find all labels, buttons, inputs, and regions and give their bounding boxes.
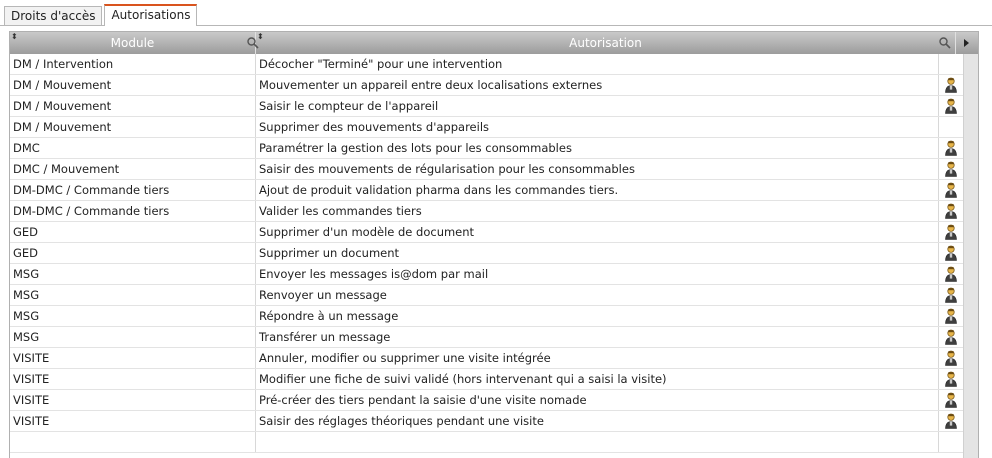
autorisation-cell: Paramétrer la gestion des lots pour les consommables xyxy=(256,138,939,158)
grid-header xyxy=(10,32,978,54)
table-row[interactable] xyxy=(10,222,978,243)
resize-handle-icon[interactable]: ⬍ xyxy=(257,32,264,41)
user-icon-cell xyxy=(939,75,963,95)
module-cell: DM / Mouvement xyxy=(10,75,256,95)
table-row[interactable] xyxy=(10,117,978,138)
autorisation-cell: Valider les commandes tiers xyxy=(256,201,939,221)
module-cell: MSG xyxy=(10,264,256,284)
table-row[interactable] xyxy=(10,180,978,201)
user-icon xyxy=(944,308,958,324)
module-cell: GED xyxy=(10,243,256,263)
table-row[interactable] xyxy=(10,327,978,348)
column-filter-search-icon[interactable] xyxy=(938,36,952,50)
user-icon-cell xyxy=(939,348,963,368)
user-icon-cell xyxy=(939,264,963,284)
user-icon-cell xyxy=(939,306,963,326)
autorisation-cell: Répondre à un message xyxy=(256,306,939,326)
user-icon-cell xyxy=(939,432,963,452)
table-row[interactable] xyxy=(10,285,978,306)
user-icon xyxy=(944,266,958,282)
autorisation-cell: Renvoyer un message xyxy=(256,285,939,305)
tab-droits-acces[interactable]: Droits d'accès xyxy=(4,6,102,26)
user-icon xyxy=(944,98,958,114)
module-cell: DM / Mouvement xyxy=(10,96,256,116)
user-icon-cell xyxy=(939,117,963,137)
user-icon-cell xyxy=(939,96,963,116)
table-row[interactable] xyxy=(10,138,978,159)
grid-body xyxy=(10,54,978,453)
user-icon-cell xyxy=(939,285,963,305)
autorisation-cell xyxy=(256,432,939,452)
vertical-scrollbar[interactable] xyxy=(963,54,978,458)
module-cell: MSG xyxy=(10,327,256,347)
autorisation-cell: Supprimer un document xyxy=(256,243,939,263)
user-icon xyxy=(944,350,958,366)
module-cell: VISITE xyxy=(10,348,256,368)
autorisation-cell: Supprimer des mouvements d'appareils xyxy=(256,117,939,137)
column-header-autorisation-label: Autorisation xyxy=(569,36,642,50)
user-icon xyxy=(944,329,958,345)
resize-handle-icon[interactable]: ⬍ xyxy=(11,32,18,41)
user-icon xyxy=(944,287,958,303)
column-header-autorisation[interactable] xyxy=(256,32,956,54)
user-icon-cell xyxy=(939,54,963,74)
tab-autorisations[interactable]: Autorisations xyxy=(104,4,197,26)
module-cell xyxy=(10,432,256,452)
user-icon xyxy=(944,371,958,387)
user-icon-cell xyxy=(939,327,963,347)
table-row[interactable] xyxy=(10,159,978,180)
module-cell: MSG xyxy=(10,306,256,326)
table-row[interactable] xyxy=(10,75,978,96)
table-row[interactable] xyxy=(10,96,978,117)
autorisation-cell: Annuler, modifier ou supprimer une visite intégrée xyxy=(256,348,939,368)
user-icon xyxy=(944,245,958,261)
table-row[interactable] xyxy=(10,243,978,264)
autorisation-cell: Modifier une fiche de suivi validé (hors intervenant qui a saisi la visite) xyxy=(256,369,939,389)
user-icon-cell xyxy=(939,138,963,158)
autorisation-cell: Envoyer les messages is@dom par mail xyxy=(256,264,939,284)
column-header-module-label: Module xyxy=(110,36,155,50)
module-cell: GED xyxy=(10,222,256,242)
table-row[interactable] xyxy=(10,54,978,75)
user-icon-cell xyxy=(939,222,963,242)
user-icon xyxy=(944,413,958,429)
table-row[interactable] xyxy=(10,411,978,432)
user-icon xyxy=(944,140,958,156)
table-row[interactable] xyxy=(10,390,978,411)
autorisations-grid xyxy=(9,31,979,458)
table-row[interactable] xyxy=(10,432,978,453)
user-icon xyxy=(944,203,958,219)
tab-bar xyxy=(4,4,199,26)
user-icon-cell xyxy=(939,390,963,410)
autorisation-cell: Transférer un message xyxy=(256,327,939,347)
autorisation-cell: Saisir des mouvements de régularisation pour les consommables xyxy=(256,159,939,179)
module-cell: DM-DMC / Commande tiers xyxy=(10,180,256,200)
autorisation-cell: Mouvementer un appareil entre deux localisations externes xyxy=(256,75,939,95)
table-row[interactable] xyxy=(10,201,978,222)
module-cell: MSG xyxy=(10,285,256,305)
autorisation-cell: Ajout de produit validation pharma dans les commandes tiers. xyxy=(256,180,939,200)
user-icon-cell xyxy=(939,243,963,263)
user-icon xyxy=(944,182,958,198)
table-row[interactable] xyxy=(10,264,978,285)
module-cell: DM-DMC / Commande tiers xyxy=(10,201,256,221)
module-cell: VISITE xyxy=(10,369,256,389)
user-icon-cell xyxy=(939,159,963,179)
column-header-module[interactable] xyxy=(10,32,256,54)
autorisation-cell: Décocher "Terminé" pour une intervention xyxy=(256,54,939,74)
module-cell: DMC / Mouvement xyxy=(10,159,256,179)
table-row[interactable] xyxy=(10,348,978,369)
autorisation-cell: Pré-créer des tiers pendant la saisie d'une visite nomade xyxy=(256,390,939,410)
user-icon xyxy=(944,161,958,177)
autorisation-cell: Saisir des réglages théoriques pendant une visite xyxy=(256,411,939,431)
user-icon-cell xyxy=(939,180,963,200)
module-cell: DM / Mouvement xyxy=(10,117,256,137)
module-cell: VISITE xyxy=(10,411,256,431)
user-icon xyxy=(944,392,958,408)
table-row[interactable] xyxy=(10,306,978,327)
user-icon-cell xyxy=(939,411,963,431)
arrow-right-icon xyxy=(964,39,969,47)
user-icon-cell xyxy=(939,369,963,389)
module-cell: DMC xyxy=(10,138,256,158)
autorisation-cell: Saisir le compteur de l'appareil xyxy=(256,96,939,116)
module-cell: VISITE xyxy=(10,390,256,410)
user-icon-cell xyxy=(939,201,963,221)
column-nav-button[interactable] xyxy=(956,32,978,54)
table-row[interactable] xyxy=(10,369,978,390)
module-cell: DM / Intervention xyxy=(10,54,256,74)
user-icon xyxy=(944,224,958,240)
autorisation-cell: Supprimer d'un modèle de document xyxy=(256,222,939,242)
user-icon xyxy=(944,77,958,93)
